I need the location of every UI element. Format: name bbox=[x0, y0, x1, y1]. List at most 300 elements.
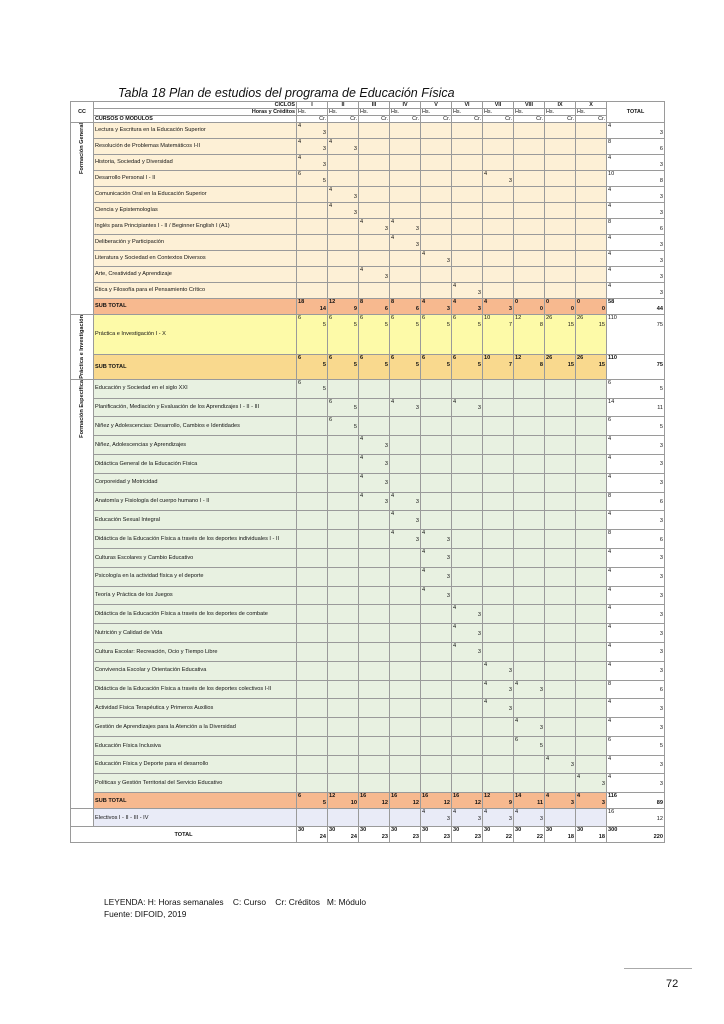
cycle-cell bbox=[483, 530, 514, 549]
total-cell bbox=[607, 755, 665, 774]
cycle-cell bbox=[483, 436, 514, 455]
cycle-cell bbox=[359, 809, 390, 827]
course-row bbox=[71, 755, 665, 774]
total-credits: 3 bbox=[659, 724, 663, 731]
total-credits: 3 bbox=[659, 461, 663, 468]
total-hours: 8 bbox=[608, 530, 612, 537]
course-name: Educación Física y Deporte para el desarrollo bbox=[94, 755, 297, 774]
course-name: Planificación, Mediación y Evaluación de los Aprendizajes I - II - III bbox=[94, 398, 297, 417]
cycle-cell bbox=[359, 283, 390, 299]
cycle-cell bbox=[545, 492, 576, 511]
cycle-cell bbox=[576, 355, 607, 380]
total-credits: 3 bbox=[659, 649, 663, 656]
hours-value: 6 bbox=[360, 355, 364, 362]
cycle-cell bbox=[421, 155, 452, 171]
cycle-cell bbox=[297, 315, 328, 355]
hours-value: 4 bbox=[515, 809, 519, 816]
cycle-cell bbox=[297, 219, 328, 235]
total-hours: 4 bbox=[608, 718, 612, 725]
hours-value: 0 bbox=[546, 299, 550, 305]
hours-value: 30 bbox=[484, 827, 491, 834]
cycle-cell bbox=[328, 267, 359, 283]
credits-value: 7 bbox=[508, 361, 512, 368]
credits-value: 3 bbox=[384, 480, 388, 487]
cycle-cell bbox=[452, 680, 483, 699]
cycle-cell bbox=[328, 417, 359, 436]
credits-value: 3 bbox=[508, 815, 512, 822]
total-cell bbox=[607, 642, 665, 661]
total-cell bbox=[607, 251, 665, 267]
total-credits: 6 bbox=[659, 687, 663, 693]
credits-value: 5 bbox=[353, 423, 357, 430]
cycle-cell bbox=[421, 267, 452, 283]
cycle-cell bbox=[328, 736, 359, 755]
credits-value: 9 bbox=[508, 799, 512, 806]
cycle-cell bbox=[359, 624, 390, 643]
credits-value: 12 bbox=[474, 799, 481, 806]
hours-value: 4 bbox=[484, 299, 488, 305]
hours-value: 30 bbox=[391, 827, 398, 834]
cycle-cell bbox=[421, 827, 452, 843]
cycle-cell bbox=[297, 473, 328, 492]
credits-value: 7 bbox=[508, 321, 512, 328]
total-credits: 5 bbox=[659, 386, 663, 393]
cycle-cell bbox=[297, 642, 328, 661]
cycle-cell bbox=[297, 454, 328, 473]
cycle-cell bbox=[545, 511, 576, 530]
hours-value: 30 bbox=[453, 827, 460, 834]
cycle-cell bbox=[483, 586, 514, 605]
cycle-cell bbox=[545, 436, 576, 455]
cycle-cell bbox=[576, 624, 607, 643]
total-hours: 4 bbox=[608, 283, 612, 289]
cycle-cell bbox=[452, 718, 483, 737]
cycle-cell bbox=[483, 379, 514, 398]
cycle-cell bbox=[297, 492, 328, 511]
cycle-cell bbox=[483, 454, 514, 473]
hours-value: 6 bbox=[515, 736, 519, 743]
cycle-cell bbox=[576, 171, 607, 187]
cycle-cell bbox=[390, 548, 421, 567]
credits-value: 3 bbox=[322, 129, 326, 136]
credits-value: 5 bbox=[322, 177, 326, 184]
cycle-cell bbox=[421, 492, 452, 511]
credits-value: 5 bbox=[353, 405, 357, 412]
cycle-cell bbox=[514, 283, 545, 299]
cycle-cell bbox=[390, 235, 421, 251]
cycle-cell bbox=[483, 827, 514, 843]
hours-value: 4 bbox=[391, 219, 395, 225]
cycle-cell bbox=[514, 793, 545, 809]
cycle-cell bbox=[545, 624, 576, 643]
cycle-cell bbox=[483, 203, 514, 219]
course-name: Niñez y Adolescencias: Desarrollo, Cambios e Identidades bbox=[94, 417, 297, 436]
total-cell bbox=[607, 315, 665, 355]
cycle-cell bbox=[328, 283, 359, 299]
cycle-cell bbox=[514, 436, 545, 455]
page-number: 72 bbox=[666, 978, 679, 990]
cycle-cell bbox=[359, 605, 390, 624]
header-cycle: III bbox=[359, 102, 390, 109]
cycle-cell bbox=[514, 755, 545, 774]
cycle-cell bbox=[297, 774, 328, 793]
cycle-cell bbox=[359, 661, 390, 680]
header-hs: Hs. bbox=[514, 109, 545, 116]
total-cell bbox=[607, 530, 665, 549]
cycle-cell bbox=[390, 299, 421, 315]
hours-value: 4 bbox=[484, 680, 488, 687]
total-hours: 4 bbox=[608, 605, 612, 612]
cycle-cell bbox=[390, 283, 421, 299]
credits-value: 3 bbox=[446, 555, 450, 562]
cycle-cell bbox=[421, 171, 452, 187]
total-credits: 3 bbox=[659, 611, 663, 618]
total-credits: 3 bbox=[659, 780, 663, 787]
cycle-cell bbox=[452, 736, 483, 755]
cycle-cell bbox=[328, 793, 359, 809]
total-credits: 89 bbox=[656, 799, 663, 806]
total-hours: 8 bbox=[608, 139, 612, 145]
credits-value: 22 bbox=[536, 833, 543, 840]
header-cycle: VI bbox=[452, 102, 483, 109]
cycle-cell bbox=[452, 454, 483, 473]
cycle-cell bbox=[545, 219, 576, 235]
cycle-cell bbox=[545, 699, 576, 718]
credits-value: 3 bbox=[415, 499, 419, 506]
cycle-cell bbox=[576, 567, 607, 586]
cycle-cell bbox=[483, 548, 514, 567]
hours-value: 4 bbox=[515, 680, 519, 687]
cycle-cell bbox=[545, 605, 576, 624]
course-row bbox=[71, 586, 665, 605]
credits-value: 3 bbox=[384, 499, 388, 506]
cycle-cell bbox=[514, 473, 545, 492]
course-name: SUB TOTAL bbox=[94, 355, 297, 380]
cycle-cell bbox=[297, 436, 328, 455]
cycle-cell bbox=[421, 586, 452, 605]
cycle-cell bbox=[328, 473, 359, 492]
hours-value: 6 bbox=[329, 315, 333, 321]
cycle-cell bbox=[328, 511, 359, 530]
cycle-cell bbox=[359, 454, 390, 473]
credits-value: 23 bbox=[381, 833, 388, 840]
credits-value: 24 bbox=[319, 833, 326, 840]
course-row bbox=[71, 624, 665, 643]
hours-value: 6 bbox=[422, 355, 426, 362]
hours-value: 6 bbox=[391, 355, 395, 362]
course-name: Ciencia y Epistemologías bbox=[94, 203, 297, 219]
total-hours: 4 bbox=[608, 123, 612, 129]
credits-value: 5 bbox=[322, 361, 326, 368]
credits-value: 3 bbox=[477, 815, 481, 822]
cycle-cell bbox=[576, 123, 607, 139]
cycle-cell bbox=[514, 567, 545, 586]
cycle-cell bbox=[452, 473, 483, 492]
course-row bbox=[71, 398, 665, 417]
credits-value: 3 bbox=[446, 574, 450, 581]
total-credits: 3 bbox=[659, 161, 663, 168]
cycle-cell bbox=[452, 605, 483, 624]
hours-value: 4 bbox=[484, 699, 488, 706]
cycle-cell bbox=[452, 567, 483, 586]
cycle-cell bbox=[452, 530, 483, 549]
hours-value: 4 bbox=[298, 123, 302, 129]
course-row bbox=[71, 774, 665, 793]
cycle-cell bbox=[359, 315, 390, 355]
cycle-cell bbox=[545, 454, 576, 473]
cycle-cell bbox=[483, 661, 514, 680]
cycle-cell bbox=[452, 187, 483, 203]
cycle-cell bbox=[514, 379, 545, 398]
cycle-cell bbox=[421, 605, 452, 624]
cycle-cell bbox=[328, 548, 359, 567]
hours-value: 4 bbox=[577, 774, 581, 781]
total-credits: 3 bbox=[659, 630, 663, 637]
cycle-cell bbox=[390, 139, 421, 155]
electivos-group-cell bbox=[71, 809, 94, 827]
cycle-cell bbox=[421, 642, 452, 661]
cycle-cell bbox=[514, 530, 545, 549]
credits-value: 23 bbox=[443, 833, 450, 840]
hours-value: 14 bbox=[515, 793, 522, 800]
header-hs: Hs. bbox=[297, 109, 328, 116]
cycle-cell bbox=[514, 251, 545, 267]
cycle-cell bbox=[483, 473, 514, 492]
total-hours: 4 bbox=[608, 187, 612, 193]
course-name: Anatomía y Fisiología del cuerpo humano I - II bbox=[94, 492, 297, 511]
subtotal-row bbox=[71, 355, 665, 380]
hours-value: 4 bbox=[453, 299, 457, 305]
total-hours: 4 bbox=[608, 155, 612, 161]
total-cell bbox=[607, 511, 665, 530]
cycle-cell bbox=[390, 755, 421, 774]
cycle-cell bbox=[452, 511, 483, 530]
total-cell bbox=[607, 283, 665, 299]
cycle-cell bbox=[297, 755, 328, 774]
cycle-cell bbox=[328, 203, 359, 219]
total-credits: 3 bbox=[659, 480, 663, 487]
total-credits: 3 bbox=[659, 257, 663, 264]
cycle-cell bbox=[576, 267, 607, 283]
cycle-cell bbox=[576, 511, 607, 530]
total-cell bbox=[607, 219, 665, 235]
header-cr: Cr. bbox=[545, 116, 576, 123]
cycle-cell bbox=[452, 235, 483, 251]
course-name: Comunicación Oral en la Educación Superior bbox=[94, 187, 297, 203]
cycle-cell bbox=[390, 661, 421, 680]
total-hours: 8 bbox=[608, 492, 612, 499]
credits-value: 5 bbox=[477, 361, 481, 368]
hours-value: 4 bbox=[360, 436, 364, 443]
cycle-cell bbox=[514, 454, 545, 473]
credits-value: 12 bbox=[443, 799, 450, 806]
credits-value: 3 bbox=[601, 799, 605, 806]
cycle-cell bbox=[390, 355, 421, 380]
cycle-cell bbox=[297, 661, 328, 680]
cycle-cell bbox=[483, 642, 514, 661]
cycle-cell bbox=[421, 511, 452, 530]
cycle-cell bbox=[328, 827, 359, 843]
hours-value: 0 bbox=[515, 299, 519, 305]
total-hours: 16 bbox=[608, 809, 615, 816]
course-name: Gestión de Aprendizajes para la Atención a la Diversidad bbox=[94, 718, 297, 737]
header-cycle: X bbox=[576, 102, 607, 109]
credits-value: 3 bbox=[477, 649, 481, 656]
total-cell bbox=[607, 436, 665, 455]
course-name: Didáctica General de la Educación Física bbox=[94, 454, 297, 473]
header-cursos: CURSOS O MÓDULOS bbox=[94, 116, 297, 123]
credits-value: 3 bbox=[477, 611, 481, 618]
cycle-cell bbox=[421, 187, 452, 203]
total-hours: 8 bbox=[608, 219, 612, 225]
cycle-cell bbox=[297, 809, 328, 827]
cycle-cell bbox=[390, 680, 421, 699]
hours-value: 30 bbox=[329, 827, 336, 834]
cycle-cell bbox=[390, 718, 421, 737]
cycle-cell bbox=[328, 624, 359, 643]
total-credits: 6 bbox=[659, 536, 663, 543]
total-cell bbox=[607, 661, 665, 680]
hours-value: 4 bbox=[298, 155, 302, 161]
cycle-cell bbox=[483, 774, 514, 793]
cycle-cell bbox=[390, 736, 421, 755]
cycle-cell bbox=[390, 586, 421, 605]
group-label bbox=[71, 315, 94, 380]
cycle-cell bbox=[545, 736, 576, 755]
credits-value: 12 bbox=[381, 799, 388, 806]
cycle-cell bbox=[514, 605, 545, 624]
hours-value: 4 bbox=[484, 171, 488, 177]
hours-value: 6 bbox=[391, 315, 395, 321]
credits-value: 3 bbox=[415, 517, 419, 524]
course-name: Culturas Escolares y Cambio Educativo bbox=[94, 548, 297, 567]
course-name: Deliberación y Participación bbox=[94, 235, 297, 251]
cycle-cell bbox=[576, 680, 607, 699]
credits-value: 3 bbox=[508, 668, 512, 675]
cycle-cell bbox=[483, 605, 514, 624]
cycle-cell bbox=[545, 139, 576, 155]
course-name: Políticas y Gestión Territorial del Servicio Educativo bbox=[94, 774, 297, 793]
hours-value: 4 bbox=[422, 567, 426, 574]
cycle-cell bbox=[297, 511, 328, 530]
cycle-cell bbox=[328, 315, 359, 355]
hours-value: 4 bbox=[422, 548, 426, 555]
cycle-cell bbox=[297, 203, 328, 219]
subtotal-row bbox=[71, 299, 665, 315]
credits-value: 3 bbox=[446, 305, 450, 312]
hours-value: 12 bbox=[515, 315, 522, 321]
course-name: Psicología en la actividad física y el deporte bbox=[94, 567, 297, 586]
curriculum-table bbox=[70, 101, 665, 843]
credits-value: 3 bbox=[477, 630, 481, 637]
cycle-cell bbox=[452, 661, 483, 680]
cycle-cell bbox=[421, 809, 452, 827]
credits-value: 23 bbox=[412, 833, 419, 840]
cycle-cell bbox=[576, 473, 607, 492]
header-hs: Hs. bbox=[359, 109, 390, 116]
cycle-cell bbox=[390, 624, 421, 643]
credits-value: 3 bbox=[508, 305, 512, 312]
total-cell bbox=[607, 624, 665, 643]
course-name: Educación Sexual Integral bbox=[94, 511, 297, 530]
cycle-cell bbox=[514, 511, 545, 530]
header-cr: Cr. bbox=[421, 116, 452, 123]
group-label-text: Formación Específica bbox=[79, 379, 85, 438]
grand-total-label: TOTAL bbox=[71, 827, 297, 843]
total-credits: 3 bbox=[659, 193, 663, 200]
hours-value: 6 bbox=[329, 355, 333, 362]
cycle-cell bbox=[390, 203, 421, 219]
cycle-cell bbox=[390, 251, 421, 267]
cycle-cell bbox=[421, 793, 452, 809]
credits-value: 18 bbox=[567, 833, 574, 840]
cycle-cell bbox=[328, 680, 359, 699]
cycle-cell bbox=[421, 436, 452, 455]
total-cell bbox=[607, 605, 665, 624]
cycle-cell bbox=[328, 436, 359, 455]
header-cr: Cr. bbox=[483, 116, 514, 123]
cycle-cell bbox=[452, 436, 483, 455]
cycle-cell bbox=[390, 827, 421, 843]
total-hours: 4 bbox=[608, 624, 612, 631]
total-credits: 75 bbox=[656, 321, 663, 328]
hours-value: 4 bbox=[391, 530, 395, 537]
cycle-cell bbox=[421, 379, 452, 398]
cycle-cell bbox=[297, 299, 328, 315]
cycle-cell bbox=[576, 251, 607, 267]
cycle-cell bbox=[328, 398, 359, 417]
credits-value: 6 bbox=[415, 305, 419, 312]
cycle-cell bbox=[545, 567, 576, 586]
cycle-cell bbox=[359, 586, 390, 605]
cycle-cell bbox=[421, 567, 452, 586]
course-row bbox=[71, 283, 665, 299]
total-cell bbox=[607, 718, 665, 737]
total-cell bbox=[607, 267, 665, 283]
cycle-cell bbox=[545, 267, 576, 283]
cycle-cell bbox=[514, 203, 545, 219]
cycle-cell bbox=[452, 299, 483, 315]
course-name: SUB TOTAL bbox=[94, 793, 297, 809]
course-row bbox=[71, 171, 665, 187]
course-name: Literatura y Sociedad en Contextos Diversos bbox=[94, 251, 297, 267]
total-credits: 3 bbox=[659, 241, 663, 248]
course-row bbox=[71, 736, 665, 755]
credits-value: 6 bbox=[384, 305, 388, 312]
credits-value: 3 bbox=[539, 724, 543, 731]
hours-value: 16 bbox=[391, 793, 398, 800]
hours-value: 4 bbox=[298, 139, 302, 145]
hours-value: 18 bbox=[298, 299, 305, 305]
cycle-cell bbox=[421, 530, 452, 549]
credits-value: 3 bbox=[384, 461, 388, 468]
cycle-cell bbox=[483, 809, 514, 827]
course-name: Nutrición y Calidad de Vida bbox=[94, 624, 297, 643]
total-cell bbox=[607, 454, 665, 473]
cycle-cell bbox=[390, 187, 421, 203]
cycle-cell bbox=[483, 736, 514, 755]
course-name: Resolución de Problemas Matemáticos I-II bbox=[94, 139, 297, 155]
cycle-cell bbox=[576, 605, 607, 624]
cycle-cell bbox=[576, 139, 607, 155]
course-row bbox=[71, 417, 665, 436]
cycle-cell bbox=[576, 417, 607, 436]
course-name: Desarrollo Personal I - II bbox=[94, 171, 297, 187]
cycle-cell bbox=[483, 492, 514, 511]
total-cell bbox=[607, 417, 665, 436]
cycle-cell bbox=[514, 299, 545, 315]
group-label-text: Práctica e Investigación bbox=[79, 315, 85, 379]
